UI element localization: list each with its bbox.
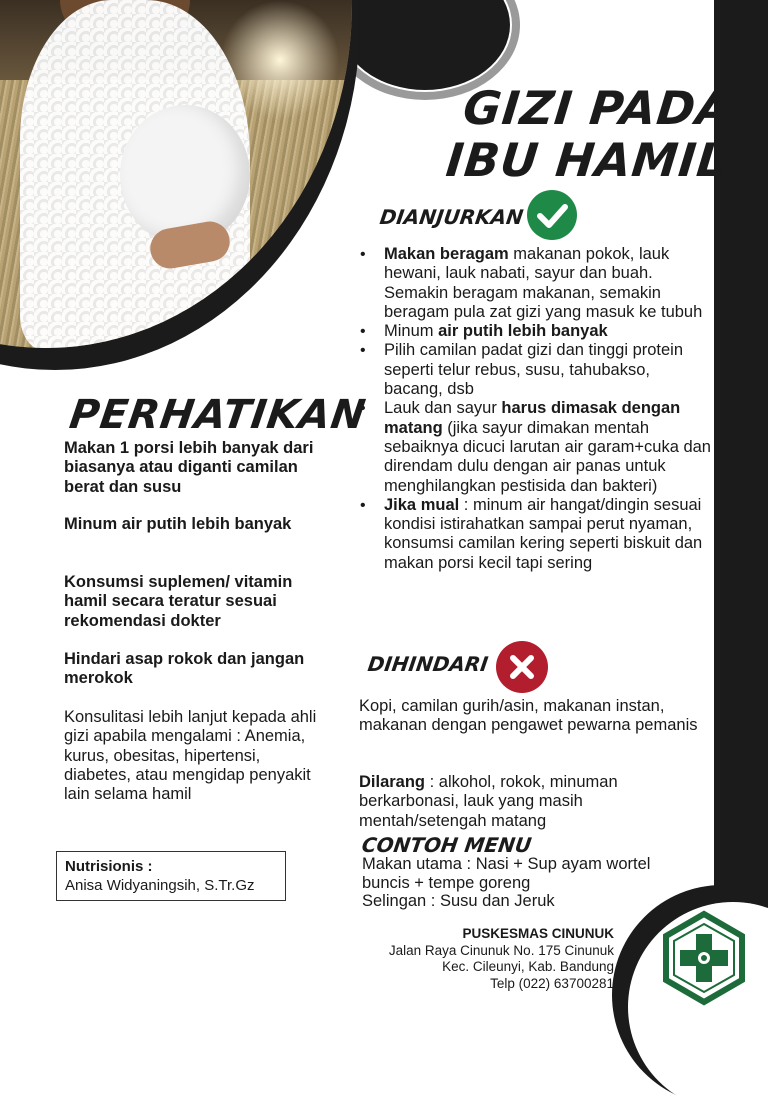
menu-line-snack: Selingan : Susu dan Jeruk (362, 892, 555, 911)
list-item (360, 322, 712, 341)
attention-point-3: Konsumsi suplemen/ vitamin hamil secara teratur sesuai rekomendasi dokter (64, 573, 293, 630)
check-circle-icon (527, 190, 577, 240)
list-item-text: : minum air hangat/dingin sesuai kondisi istirahatkan sampai perut nyaman, konsumsi camilan kering seperti biskuit dan makan porsi kecil tapi sering (384, 495, 703, 572)
page-title (435, 82, 736, 186)
menu-text (362, 855, 702, 911)
nutritionist-box (56, 851, 286, 901)
puskesmas-info (350, 926, 614, 992)
forbidden-text (359, 773, 709, 831)
list-item-bold: air putih lebih banyak (438, 322, 608, 341)
pregnant-woman-photo (0, 0, 360, 370)
attention-point-4: Hindari asap rokok dan jangan merokok (64, 650, 305, 688)
attention-heading: PERHATIKAN (66, 392, 369, 438)
menu-line-main: Makan utama : Nasi + Sup ayam wortel buncis + tempe goreng (362, 855, 651, 892)
title-line-2: IBU HAMIL (443, 133, 731, 187)
x-circle-icon (496, 641, 548, 693)
list-item-bold: Jika mual (384, 495, 460, 514)
recommended-heading: DIANJURKAN (378, 205, 525, 229)
photo-image (0, 0, 352, 348)
avoid-heading: DIHINDARI (366, 652, 490, 676)
photo-belly (120, 105, 250, 245)
puskesmas-name: PUSKESMAS CINUNUK (462, 926, 614, 941)
recommended-list (360, 245, 712, 573)
list-item-text: Minum (384, 322, 439, 341)
list-item (360, 496, 712, 573)
forbidden-list: : alkohol, rokok, minuman berkarbonasi, lauk yang masih mentah/setengah matang (359, 773, 618, 830)
attention-point-1: Makan 1 porsi lebih banyak dari biasanya atau diganti camilan berat dan susu (64, 439, 314, 496)
title-line-1: GIZI PADA (460, 81, 736, 135)
puskesmas-phone: Telp (022) 63700281 (490, 975, 614, 991)
list-item (360, 399, 712, 495)
puskesmas-logo-icon (656, 910, 752, 1006)
list-item-text: (jika sayur dimakan mentah sebaiknya dicuci larutan air garam+cuka dan direndam dulu dengan air panas untuk menghilangkan pestisida dan bakteri) (384, 418, 711, 495)
list-item-bold: harus dimasak dengan matang (384, 399, 681, 437)
nutritionist-name: Anisa Widyaningsih, S.Tr.Gz (65, 877, 255, 894)
list-item-bold: Makan beragam (384, 245, 509, 263)
list-item-text: makanan pokok, lauk hewani, lauk nabati, sayur dan buah. Semakin beragam makanan, semakin beragam pula zat gizi yang masuk ke tubuh (384, 245, 703, 321)
menu-heading: CONTOH MENU (360, 833, 533, 857)
list-item-text: Pilih camilan padat gizi dan tinggi protein seperti telur rebus, susu, tahubakso, bacang, dsb (384, 341, 684, 399)
nutritionist-label: Nutrisionis : (65, 858, 153, 875)
puskesmas-address-1: Jalan Raya Cinunuk No. 175 Cinunuk (388, 942, 614, 958)
photo-figure (0, 0, 352, 348)
avoid-text: Kopi, camilan gurih/asin, makanan instan, makanan dengan pengawet pewarna pemanis (359, 697, 698, 735)
attention-point-5: Konsulitasi lebih lanjut kepada ahli gizi apabila mengalami : Anemia, kurus, obesitas, hipertensi, diabetes, atau mengidap penyakit lain selama hamil (64, 708, 317, 804)
puskesmas-address-2: Kec. Cileunyi, Kab. Bandung (442, 959, 614, 974)
list-item-text: Lauk dan sayur (384, 399, 502, 418)
list-item (360, 341, 712, 399)
forbidden-label: Dilarang (359, 773, 426, 791)
list-item (360, 245, 712, 322)
attention-point-2: Minum air putih lebih banyak (64, 515, 292, 533)
